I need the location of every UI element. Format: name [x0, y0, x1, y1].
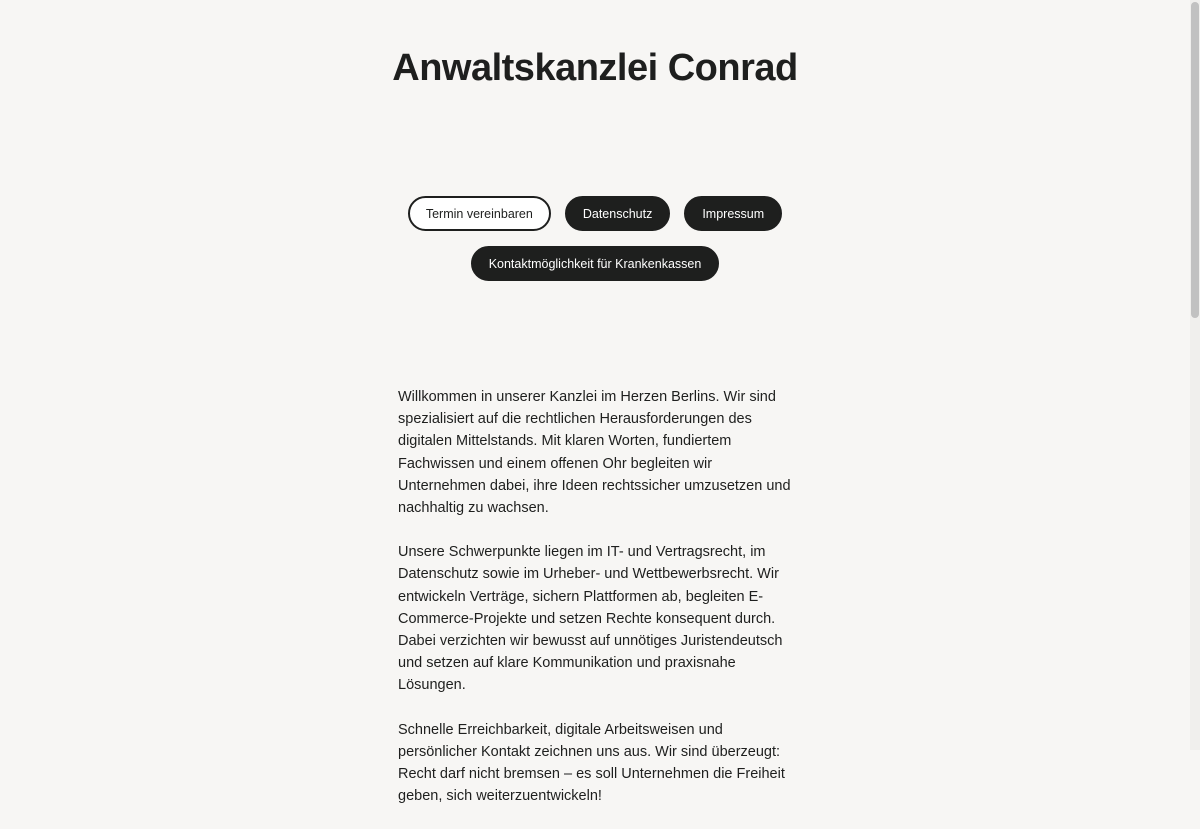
approach-paragraph: Schnelle Erreichbarkeit, digitale Arbeitsweisen und persönlicher Kontakt zeichnen uns aus. Wir sind überzeugt: Recht darf nicht bremsen – es soll Unternehmen die Freiheit geben, sich weiterzuentwickeln!: [398, 721, 785, 805]
privacy-button[interactable]: Datenschutz: [565, 196, 670, 231]
book-appointment-button[interactable]: Termin vereinbaren: [408, 196, 551, 231]
imprint-button[interactable]: Impressum: [684, 196, 782, 231]
health-insurance-contact-button[interactable]: Kontaktmöglichkeit für Krankenkassen: [471, 246, 720, 281]
main-content: [398, 386, 798, 829]
nav-row-secondary: [0, 246, 1190, 281]
intro-paragraph: Willkommen in unserer Kanzlei im Herzen Berlins. Wir sind spezialisiert auf die rechtlichen Herausforderungen des digitalen Mittelstands. Mit klaren Worten, fundiertem Fachwissen und einem offenen Ohr begleiten wir Unternehmen dabei, ihre Ideen rechtssicher umzusetzen und nachhaltig zu wachsen.: [398, 389, 791, 517]
nav-row-primary: [0, 196, 1190, 231]
site-title: Anwaltskanzlei Conrad: [392, 47, 798, 89]
focus-areas-paragraph: Unsere Schwerpunkte liegen im IT- und Vertragsrecht, im Datenschutz sowie im Urheber- und Wettbewerbsrecht. Wir entwickeln Verträge, sichern Plattformen ab, begleiten E-Commerce-Projekte und setzen Rechte konsequent durch. Dabei verzichten wir bewusst auf unnötiges Juristendeutsch und setzen auf klare Kommunikation und praxisnahe Lösungen.: [398, 544, 783, 694]
scrollbar-thumb[interactable]: [1191, 2, 1199, 318]
vertical-scrollbar[interactable]: [1190, 0, 1200, 750]
